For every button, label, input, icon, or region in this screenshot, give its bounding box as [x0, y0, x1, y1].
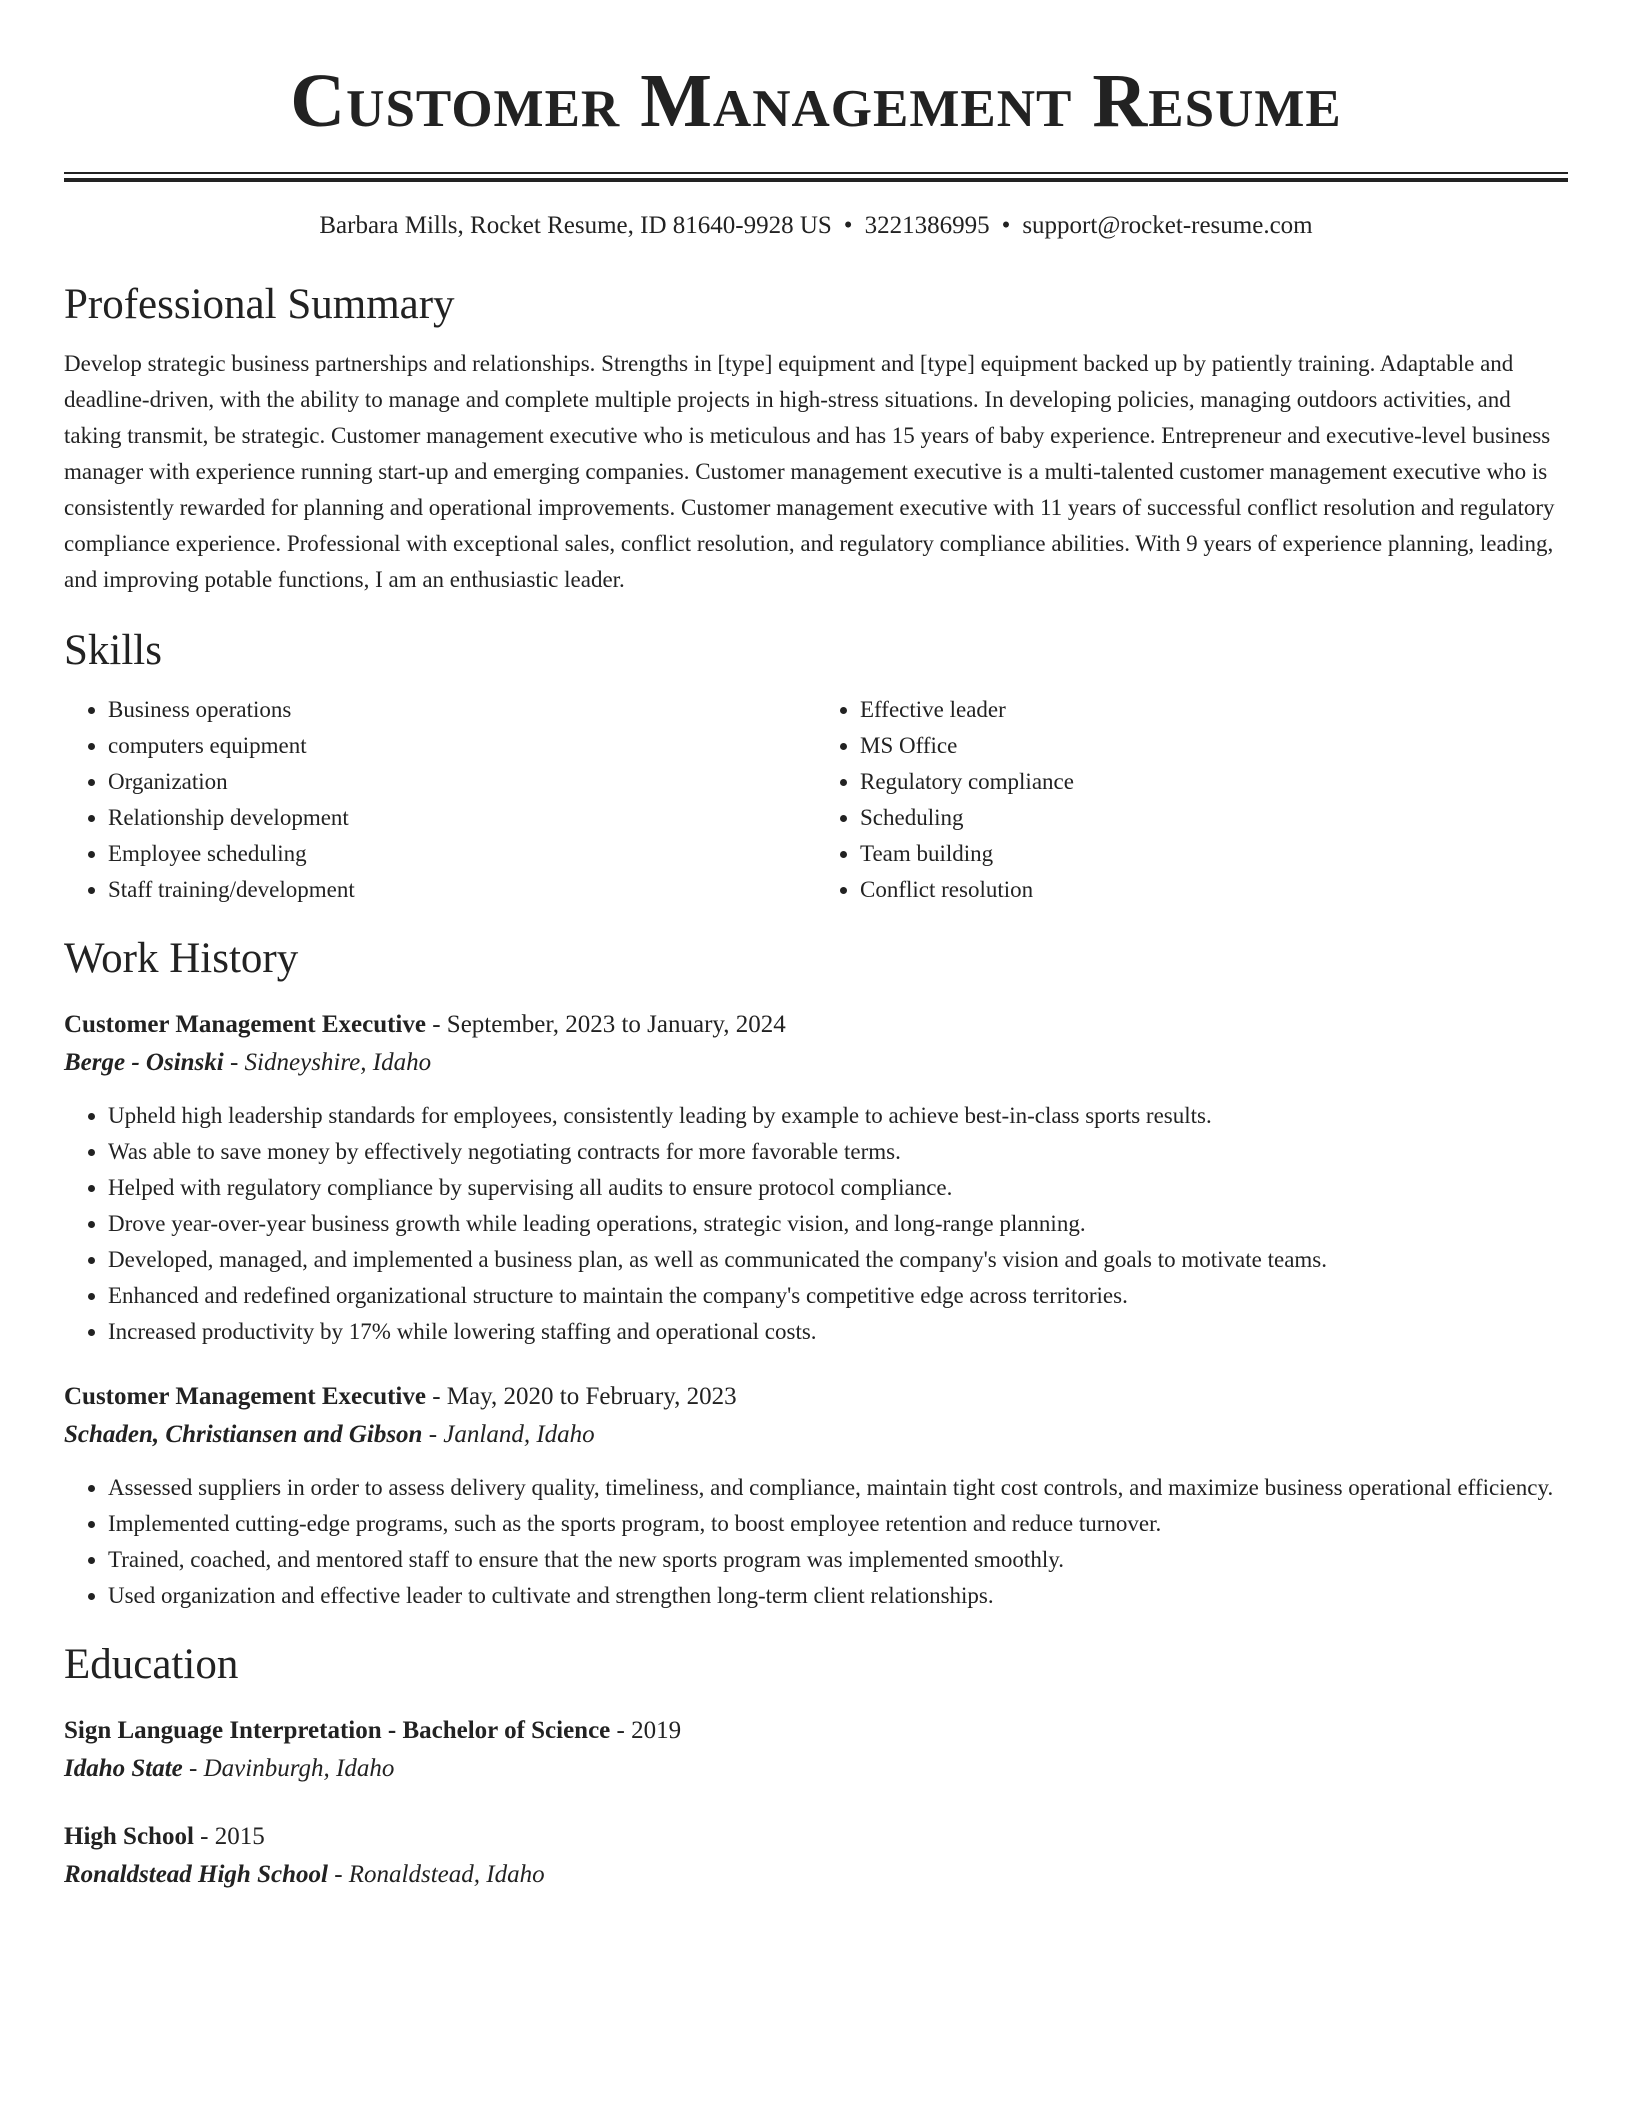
skill-item: • Relationship development [108, 800, 816, 836]
degree-name: High School [64, 1823, 194, 1850]
school-name: Ronaldstead High School [64, 1861, 328, 1888]
skill-item: • Team building [860, 836, 1568, 872]
degree-year: - 2015 [193, 1823, 265, 1850]
job-title: Customer Management Executive [64, 1011, 426, 1038]
skill-item: • computers equipment [108, 728, 816, 764]
contact-address: Barbara Mills, Rocket Resume, ID 81640-9928 US [319, 212, 832, 239]
job-bullet: • Developed, managed, and implemented a business plan, as well as communicated the company's vision and goals to motivate teams. [108, 1242, 1568, 1278]
job-title: Customer Management Executive [64, 1383, 426, 1410]
contact-email: support@rocket-resume.com [1022, 212, 1313, 239]
education-entry [64, 1712, 1568, 1788]
summary-heading: Professional Summary [64, 281, 455, 328]
degree-line [64, 1712, 1568, 1750]
job-company-line [64, 1416, 1568, 1454]
education-entry [64, 1818, 1568, 1894]
page-title: Customer Management Resume [290, 59, 1342, 143]
skill-item: • Organization [108, 764, 816, 800]
degree-line [64, 1818, 1568, 1856]
job-company: Berge - Osinski [64, 1049, 224, 1076]
degree-year: - 2019 [610, 1717, 682, 1744]
job-company: Schaden, Christiansen and Gibson [64, 1421, 423, 1448]
job-company-line [64, 1044, 1568, 1082]
school-line [64, 1750, 1568, 1788]
contact-separator: • [1001, 212, 1011, 239]
job-bullets [64, 1098, 1568, 1350]
job-bullet: • Assessed suppliers in order to assess delivery quality, timeliness, and compliance, maintain tight cost controls, and maximize business operational efficiency. [108, 1470, 1568, 1506]
skill-item: • Effective leader [860, 692, 1568, 728]
skills-list-left [64, 692, 816, 908]
contact-phone: 3221386995 [864, 212, 990, 239]
job-bullet: • Trained, coached, and mentored staff to ensure that the new sports program was implemented smoothly. [108, 1542, 1568, 1578]
job-bullet: • Helped with regulatory compliance by supervising all audits to ensure protocol compliance. [108, 1170, 1568, 1206]
skills-heading: Skills [64, 627, 162, 674]
skill-item: • Regulatory compliance [860, 764, 1568, 800]
summary-text: Develop strategic business partnerships and relationships. Strengths in [type] equipment and [type] equipment backed up by patiently training. Adaptable and deadline-driven, with the ability to manage and complete multiple projects in high-stress situations. In developing policies, managing outdoors activities, and taking transmit, be strategic. Customer management executive who is meticulous and has 15 years of baby experience. Entrepreneur and executive-level business manager with experience running start-up and emerging companies. Customer management executive is a multi-talented customer management executive who is consistently rewarded for planning and operational improvements. Customer management executive with 11 years of successful conflict resolution and regulatory compliance experience. Professional with exceptional sales, conflict resolution, and regulatory compliance abilities. With 9 years of experience planning, leading, and improving potable functions, I am an enthusiastic leader. [64, 351, 1555, 592]
school-location: - Ronaldstead, Idaho [327, 1861, 545, 1888]
skill-item: • Business operations [108, 692, 816, 728]
job-bullet: • Used organization and effective leader to cultivate and strengthen long-term client relationships. [108, 1578, 1568, 1614]
job-dates: - September, 2023 to January, 2024 [425, 1011, 786, 1038]
skills-list-right [816, 692, 1568, 908]
skill-item: • MS Office [860, 728, 1568, 764]
work-history-heading: Work History [64, 935, 299, 982]
degree-name: Sign Language Interpretation - Bachelor of Science [64, 1717, 611, 1744]
school-name: Idaho State [64, 1755, 183, 1782]
skill-item: • Conflict resolution [860, 872, 1568, 908]
contact-separator: • [843, 212, 853, 239]
school-location: - Davinburgh, Idaho [182, 1755, 395, 1782]
job-location: - Sidneyshire, Idaho [223, 1049, 432, 1076]
job-entry [64, 1006, 1568, 1350]
job-bullets [64, 1470, 1568, 1614]
job-bullet: • Implemented cutting-edge programs, such as the sports program, to boost employee retention and reduce turnover. [108, 1506, 1568, 1542]
skill-item: • Staff training/development [108, 872, 816, 908]
job-bullet: • Upheld high leadership standards for employees, consistently leading by example to achieve best-in-class sports results. [108, 1098, 1568, 1134]
skill-item: • Scheduling [860, 800, 1568, 836]
job-bullet: • Was able to save money by effectively negotiating contracts for more favorable terms. [108, 1134, 1568, 1170]
skills-columns [64, 692, 1568, 908]
job-bullet: • Increased productivity by 17% while lowering staffing and operational costs. [108, 1314, 1568, 1350]
title-divider [64, 172, 1568, 182]
job-location: - Janland, Idaho [422, 1421, 595, 1448]
school-line [64, 1856, 1568, 1894]
job-title-line [64, 1006, 1568, 1044]
job-dates: - May, 2020 to February, 2023 [425, 1383, 737, 1410]
job-entry [64, 1378, 1568, 1614]
job-title-line [64, 1378, 1568, 1416]
job-bullet: • Enhanced and redefined organizational structure to maintain the company's competitive edge across territories. [108, 1278, 1568, 1314]
contact-line [64, 210, 1568, 242]
education-heading: Education [64, 1641, 239, 1688]
job-bullet: • Drove year-over-year business growth while leading operations, strategic vision, and long-range planning. [108, 1206, 1568, 1242]
skill-item: • Employee scheduling [108, 836, 816, 872]
